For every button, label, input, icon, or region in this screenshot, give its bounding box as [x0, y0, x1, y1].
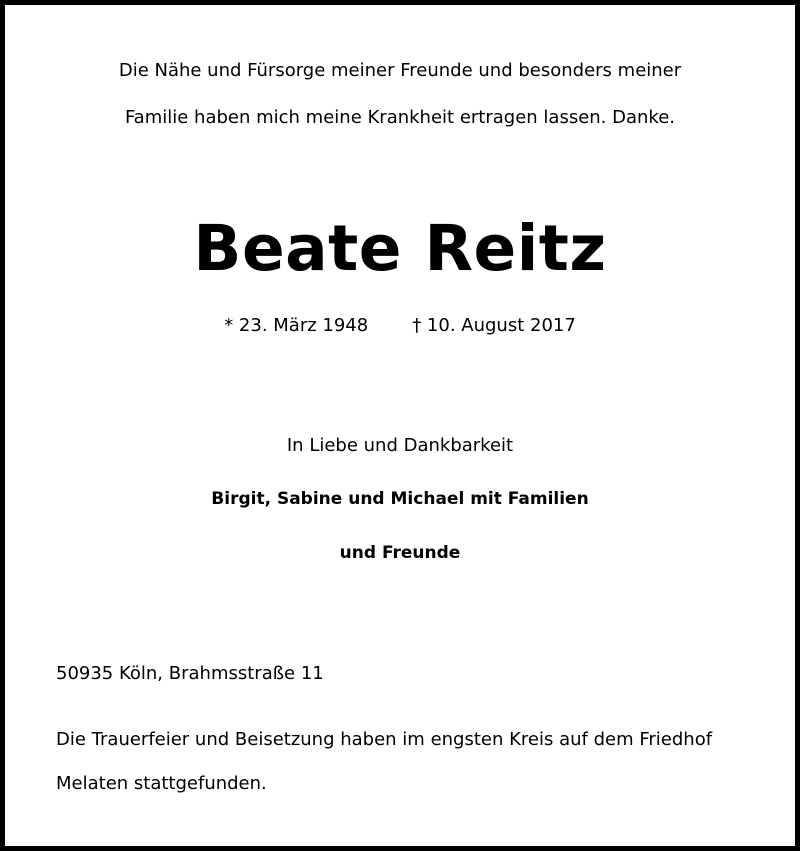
- quote-line-1: Die Nähe und Fürsorge meiner Freunde und besonders meiner: [118, 60, 682, 81]
- deceased-name: Beate Reitz: [193, 212, 607, 285]
- funeral-note-line-1: Die Trauerfeier und Beisetzung haben im engsten Kreis auf dem Friedhof: [56, 729, 713, 750]
- farewell-intro: In Liebe und Dankbarkeit: [286, 435, 514, 456]
- funeral-note-line-2: Melaten stattgefunden.: [56, 773, 267, 794]
- mourners-line-1: Birgit, Sabine und Michael mit Familien: [211, 489, 589, 509]
- birth-date: * 23. März 1948: [224, 315, 369, 336]
- quote-line-2: Familie haben mich meine Krankheit ertragen lassen. Danke.: [124, 107, 676, 128]
- death-date: † 10. August 2017: [412, 315, 576, 336]
- life-dates: [5, 317, 795, 335]
- family-address: 50935 Köln, Brahmsstraße 11: [56, 663, 324, 684]
- mourners-line-2: und Freunde: [339, 543, 461, 563]
